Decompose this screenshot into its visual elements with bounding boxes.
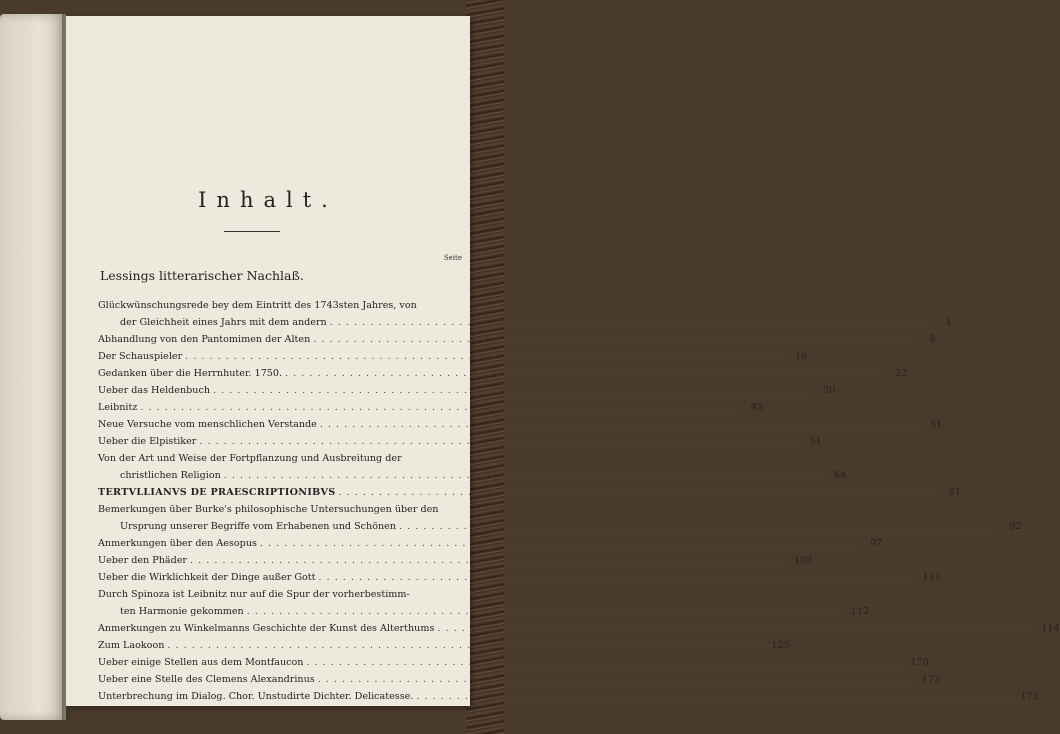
toc-entry-line <box>98 450 404 467</box>
toc-page-number: 172 <box>921 674 940 685</box>
toc-entry-continuation <box>98 314 953 331</box>
toc-entry <box>98 671 940 688</box>
toc-entry <box>98 450 847 484</box>
toc-leader-dots <box>244 603 845 620</box>
toc-entry-line <box>98 382 836 399</box>
toc-page-number: 97 <box>870 538 883 549</box>
toc-leader-dots <box>257 535 858 552</box>
toc-leader-dots <box>196 433 797 450</box>
toc-page-number: 51 <box>809 436 822 447</box>
toc-entry <box>98 654 929 671</box>
table-of-contents <box>98 297 1060 705</box>
toc-entry-title: Zum Laokoon <box>98 640 165 651</box>
toc-leader-dots <box>315 671 916 688</box>
toc-entry-line <box>98 501 439 518</box>
toc-entry-title: Glückwünschungsrede bey dem Eintritt des 1743sten Jahres, von <box>98 300 417 311</box>
toc-entry <box>98 552 813 569</box>
toc-entry <box>98 433 822 450</box>
toc-entry-title: Ueber eine Stelle des Clemens Alexandrinus <box>98 674 315 685</box>
toc-entry <box>98 365 908 382</box>
toc-entry-line <box>98 552 813 569</box>
toc-entry-continuation <box>98 603 870 620</box>
toc-entry <box>98 416 943 433</box>
toc-entry-title: Neue Versuche vom menschlichen Verstande <box>98 419 317 430</box>
toc-entry-title: Ueber die Wirklichkeit der Dinge außer Gott <box>98 572 316 583</box>
toc-entry-line <box>98 620 1060 637</box>
toc-entry-title: Anmerkungen über den Aesopus <box>98 538 257 549</box>
toc-leader-dots <box>317 416 918 433</box>
toc-entry-title: ten Harmonie gekommen <box>120 606 244 617</box>
title-rule <box>224 231 280 232</box>
toc-entry <box>98 688 1039 705</box>
toc-entry-line <box>98 484 961 501</box>
toc-entry-line <box>98 671 940 688</box>
toc-entry-line <box>98 535 883 552</box>
toc-page-number: 16 <box>795 351 808 362</box>
page-column-label: Seite <box>443 254 462 262</box>
toc-entry-line <box>98 433 822 450</box>
right-page <box>66 16 1060 706</box>
toc-page-number: 30 <box>823 385 836 396</box>
toc-leader-dots <box>413 688 1014 705</box>
toc-entry <box>98 620 1060 637</box>
page-title: Inhalt. <box>198 188 338 212</box>
toc-entry-line <box>98 399 763 416</box>
toc-entry-title: Ueber einige Stellen aus dem Montfaucon <box>98 657 304 668</box>
toc-entry <box>98 297 953 331</box>
toc-entry-title: Der Schauspieler <box>98 351 183 362</box>
toc-entry-title: Ueber das Heldenbuch <box>98 385 211 396</box>
toc-entry <box>98 382 836 399</box>
toc-page-number: 1 <box>945 317 953 328</box>
toc-entry-title: christlichen Religion <box>120 470 221 481</box>
toc-leader-dots <box>336 484 937 501</box>
toc-entry-title: Ueber den Phäder <box>98 555 188 566</box>
toc-leader-dots <box>282 365 883 382</box>
toc-entry-title: TERTVLLIANVS DE PRAESCRIPTIONIBVS <box>98 487 336 498</box>
toc-entry-title: Leibnitz <box>98 402 138 413</box>
toc-entry-line <box>98 688 1039 705</box>
toc-entry <box>98 535 883 552</box>
toc-page-number: 81 <box>948 487 961 498</box>
toc-entry-continuation <box>98 518 1022 535</box>
toc-leader-dots <box>434 620 1035 637</box>
toc-page-number: 64 <box>833 470 847 481</box>
toc-page-number: 114 <box>1041 623 1060 634</box>
left-page <box>0 14 66 720</box>
toc-page-number: 51 <box>929 419 943 430</box>
toc-entry <box>98 637 790 654</box>
toc-entry-title: Abhandlung von den Pantomimen der Alten <box>98 334 311 345</box>
toc-page-number: 103 <box>794 555 813 566</box>
toc-leader-dots <box>327 314 928 331</box>
toc-entry-continuation <box>98 467 847 484</box>
toc-entry-line <box>98 637 790 654</box>
toc-leader-dots <box>187 552 788 569</box>
toc-page-number: 173 <box>1020 691 1039 702</box>
toc-entry <box>98 331 936 348</box>
toc-entry-title: Bemerkungen über Burke's philosophische Untersuchungen über den <box>98 504 439 515</box>
toc-entry <box>98 399 763 416</box>
toc-leader-dots <box>303 654 904 671</box>
toc-entry-line <box>98 654 929 671</box>
toc-entry <box>98 348 808 365</box>
toc-page-number: 125 <box>771 640 790 651</box>
toc-page-number: 8 <box>929 334 936 345</box>
toc-entry <box>98 501 1022 535</box>
toc-entry-line <box>98 297 417 314</box>
toc-entry <box>98 569 941 586</box>
toc-leader-dots <box>210 382 811 399</box>
toc-leader-dots <box>221 467 822 484</box>
section-heading: Lessings litterarischer Nachlaß. <box>100 268 304 283</box>
toc-entry-line <box>98 586 410 603</box>
toc-page-number: 170 <box>910 657 929 668</box>
toc-entry-title: Durch Spinoza ist Leibnitz nur auf die Spur der vorherbestimm- <box>98 589 410 600</box>
toc-leader-dots <box>137 399 738 416</box>
toc-leader-dots <box>182 348 783 365</box>
toc-entry-line <box>98 416 943 433</box>
toc-entry-line <box>98 348 808 365</box>
toc-entry-title: Ursprung unserer Begriffe vom Erhabenen und Schönen <box>120 521 397 532</box>
toc-leader-dots <box>310 331 911 348</box>
toc-page-number: 43 <box>750 402 763 413</box>
toc-page-number: 22 <box>895 368 908 379</box>
toc-entry-line <box>98 365 908 382</box>
toc-leader-dots <box>396 518 997 535</box>
toc-page-number: 92 <box>1009 521 1022 532</box>
toc-entry-title: Unterbrechung im Dialog. Chor. Unstudirte Dichter. Delicatesse. <box>98 691 414 702</box>
toc-leader-dots <box>164 637 765 654</box>
toc-entry-title: Gedanken über die Herrnhuter. 1750. <box>98 368 283 379</box>
toc-page-number: 111 <box>922 572 941 583</box>
toc-entry-line <box>98 569 941 586</box>
toc-leader-dots <box>316 569 917 586</box>
toc-entry-title: der Gleichheit eines Jahrs mit dem andern <box>120 317 327 328</box>
toc-entry-line <box>98 331 936 348</box>
toc-entry-title: Ueber die Elpistiker <box>98 436 197 447</box>
toc-entry <box>98 484 961 501</box>
toc-entry-title: Anmerkungen zu Winkelmanns Geschichte der Kunst des Alterthums <box>98 623 435 634</box>
toc-entry <box>98 586 870 620</box>
toc-page-number: 112 <box>850 606 870 617</box>
toc-entry-title: Von der Art und Weise der Fortpflanzung und Ausbreitung der <box>98 453 402 464</box>
